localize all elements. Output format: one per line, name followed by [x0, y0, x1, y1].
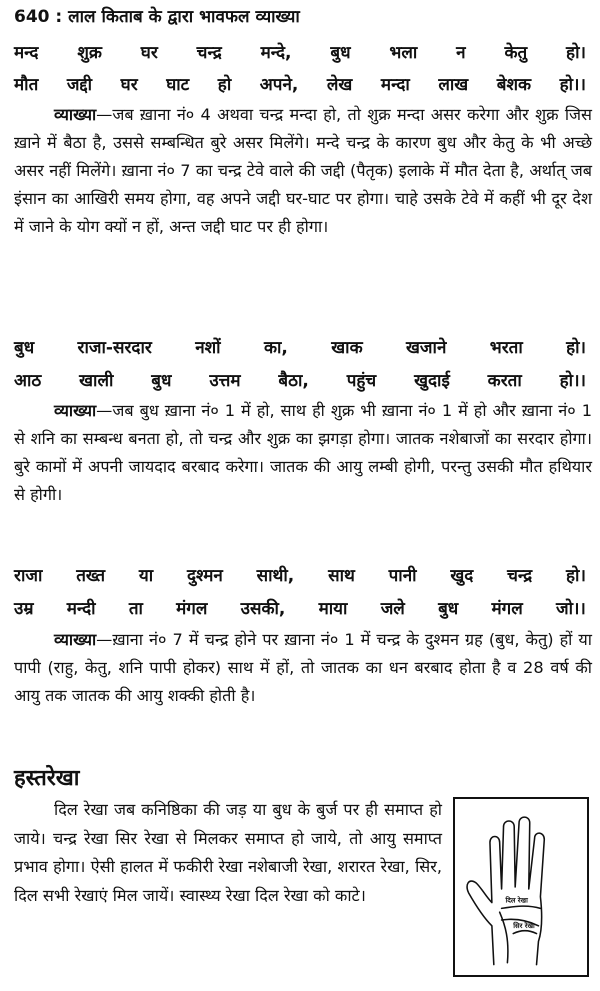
verse-word: खजाने — [406, 338, 447, 358]
verse-word: मंगल — [176, 599, 208, 619]
verse-word: हो। — [566, 338, 586, 358]
verse-word: लाख — [438, 75, 469, 95]
verse-word: घर — [140, 43, 158, 63]
verse-word: हो।। — [559, 371, 586, 391]
verse-word: चन्द्र — [196, 43, 222, 63]
verse-word: मन्दे, — [260, 43, 292, 63]
verse-word: नशों — [195, 338, 221, 358]
verse-word: उत्तम — [209, 371, 241, 391]
verse-word: हो — [217, 75, 232, 95]
verse-word: बुध — [330, 43, 351, 63]
section-title-palmistry: हस्तरेखा — [14, 766, 80, 791]
verse-word: पहुंच — [346, 371, 377, 391]
verse-word: मौत — [14, 75, 39, 95]
verse-word: राजा — [14, 566, 43, 586]
verse-word: या — [138, 566, 154, 586]
verse-word: अपने, — [259, 75, 299, 95]
verse-word: राजा-सरदार — [77, 338, 152, 358]
explanation-lead: व्याख्या — [54, 105, 97, 124]
verse-word: भरता — [489, 338, 523, 358]
verse-word: घाट — [166, 75, 190, 95]
verse-word: करता — [487, 371, 522, 391]
explanation-paragraph-2 — [14, 397, 592, 509]
verse-word: हो। — [566, 43, 586, 63]
verse-word: बुध — [438, 599, 459, 619]
verse-word: मंगल — [491, 599, 523, 619]
palmistry-paragraph — [14, 796, 442, 910]
verse-word: पानी — [388, 566, 417, 586]
explanation-paragraph-3 — [14, 626, 592, 710]
verse-line-3 — [14, 335, 586, 358]
verse-word: तख्त — [76, 566, 106, 586]
verse-line-2 — [14, 72, 586, 95]
palm-illustration — [453, 797, 589, 977]
verse-line-4 — [14, 368, 586, 391]
verse-word: केतु — [504, 43, 528, 63]
verse-word: न — [456, 43, 466, 63]
verse-word: माया — [318, 599, 348, 619]
verse-line-1 — [14, 40, 586, 63]
verse-word: का, — [263, 338, 288, 358]
verse-word: साथी, — [256, 566, 295, 586]
verse-line-5 — [14, 563, 586, 586]
explanation-paragraph-1 — [14, 101, 592, 241]
verse-word: शुक्र — [77, 43, 102, 63]
explanation-text: —जब ख़ाना नं० 4 अथवा चन्द्र मन्दा हो, तो शुक्र मन्दा असर करेगा और शुक्र जिस ख़ाने में बैठा है, उससे सम्बन्धित बुरे असर मिलेंगे। मन्दे चन्द्र के कारण बुध और केतु के भी अच्छे असर नहीं मिलेंगे। ख़ाना नं० 7 का चन्द्र टेवे वाले की जद्दी (पैतृक) इलाके में मौत देता है, अर्थात् जब इंसान का आखिरी समय होगा, वह अपने जद्दी घर-घाट पर होगा। चाहे उसके टेवे में कहीं भी दूर देश में जाने के योग क्यों न हों, अन्त जद्दी घाट पर ही होगा। — [14, 105, 592, 236]
verse-word: घर — [120, 75, 138, 95]
heart-line — [502, 906, 541, 908]
verse-word: जले — [380, 599, 405, 619]
verse-word: मन्द — [14, 43, 39, 63]
verse-word: जद्दी — [66, 75, 93, 95]
explanation-lead: व्याख्या — [54, 401, 97, 420]
verse-word: बुध — [151, 371, 172, 391]
verse-word: हो। — [566, 566, 586, 586]
hand-outline — [467, 817, 544, 965]
verse-word: खाली — [79, 371, 114, 391]
verse-word: उसकी, — [240, 599, 286, 619]
head-line-label: सिर रेखा — [513, 921, 535, 930]
minor-line — [513, 931, 536, 934]
verse-word: साथ — [328, 566, 355, 586]
palmistry-text: दिल रेखा जब कनिष्ठिका की जड़ या बुध के बुर्ज पर ही समाप्त हो जाये। चन्द्र रेखा सिर रेखा से मिलकर समाप्त हो जाये, तो आयु समाप्त प्रभाव होगा। ऐसी हालत में फकीरी रेखा नशेबाजी रेखा, शरारत रेखा, सिर, दिल सभी रेखाएं मिल जायें। स्वास्थ्य रेखा दिल रेखा को काटे। — [14, 800, 442, 905]
verse-word: खाक — [331, 338, 363, 358]
verse-word: भला — [389, 43, 418, 63]
verse-word: बुध — [14, 338, 35, 358]
verse-word: मन्दी — [66, 599, 96, 619]
explanation-lead: व्याख्या — [54, 630, 97, 649]
explanation-text: —जब बुध ख़ाना नं० 1 में हो, साथ ही शुक्र भी ख़ाना नं० 1 में हो और ख़ाना नं० 1 से शनि का सम्बन्ध बनता हो, तो चन्द्र और शुक्र का झगड़ा होगा। जातक नशेबाजों का सरदार होगा। बुरे कामों में अपनी जायदाद बरबाद करेगा। जातक की आयु लम्बी होगी, परन्तु उसकी मौत हथियार से होगी। — [14, 401, 592, 504]
verse-word: खुद — [450, 566, 474, 586]
verse-word: हो।। — [559, 75, 586, 95]
verse-word: लेख — [326, 75, 353, 95]
verse-word: उम्र — [14, 599, 34, 619]
verse-word: जो।। — [555, 599, 586, 619]
explanation-text: —ख़ाना नं० 7 में चन्द्र होने पर ख़ाना नं० 1 में चन्द्र के दुश्मन ग्रह (बुध, केतु) हों या पापी (राहु, केतु, शनि पापी होकर) साथ में हों, तो जातक का धन बरबाद होता है व 28 वर्ष की आयु तक जातक की आयु शक्की होती है। — [14, 630, 592, 705]
verse-word: चन्द्र — [507, 566, 533, 586]
verse-word: आठ — [14, 371, 42, 391]
palm-hand-drawing — [455, 799, 587, 975]
verse-word: खुदाई — [414, 371, 450, 391]
verse-word: मन्दा — [380, 75, 410, 95]
verse-word: बैठा, — [278, 371, 309, 391]
verse-word: दुश्मन — [186, 566, 223, 586]
verse-word: ता — [128, 599, 143, 619]
verse-word: बेशक — [496, 75, 532, 95]
heart-line-label: दिल रेखा — [505, 896, 528, 905]
page-header: 640 : लाल किताब के द्वारा भावफल व्याख्या — [14, 7, 300, 27]
verse-line-6 — [14, 596, 586, 619]
